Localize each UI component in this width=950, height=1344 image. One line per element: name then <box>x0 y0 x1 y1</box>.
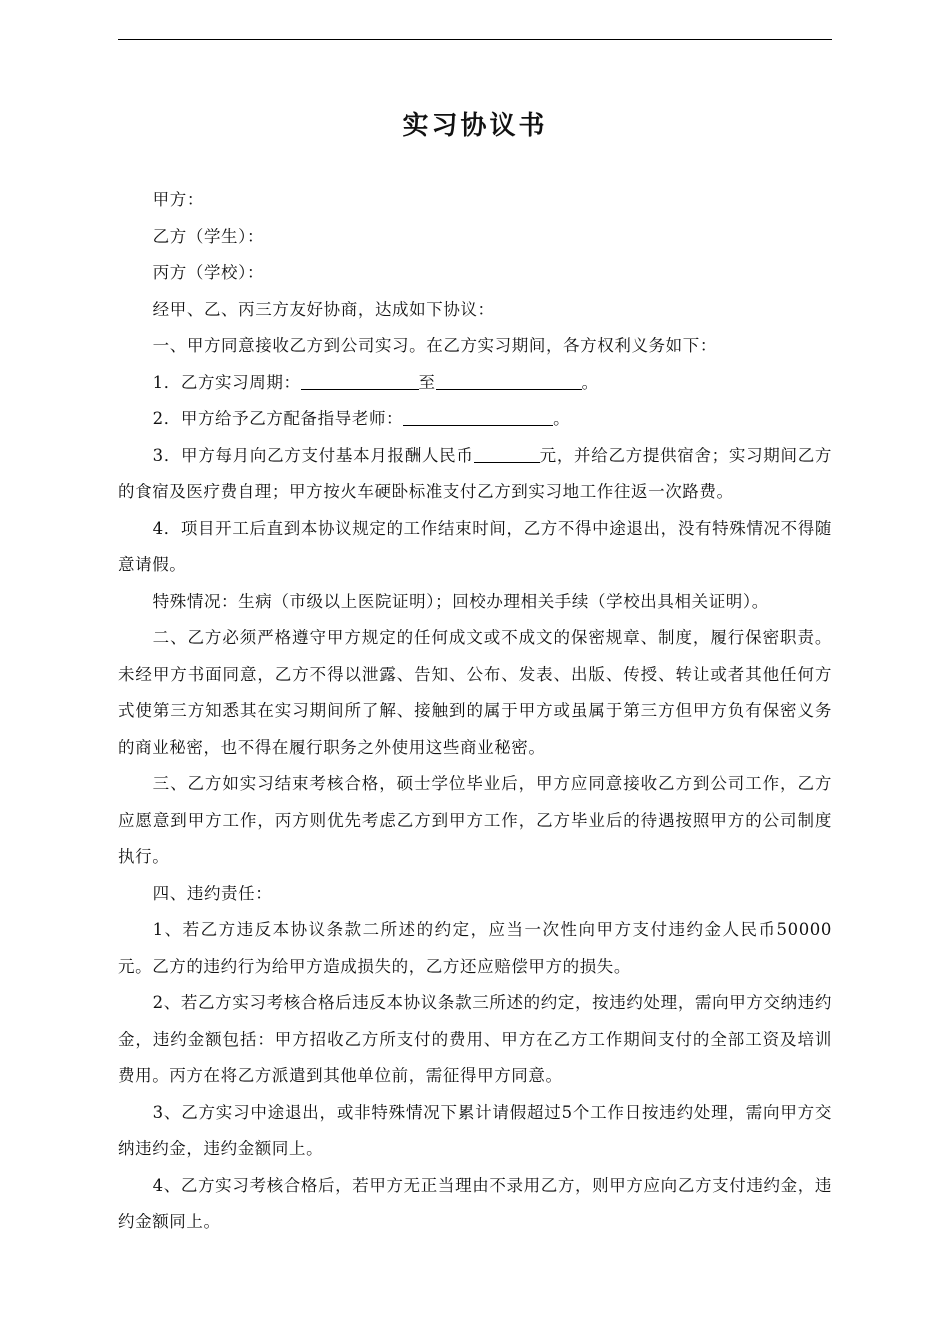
document-title: 实习协议书 <box>402 111 548 141</box>
item2-prefix: 2．甲方给予乙方配备指导老师： <box>152 409 404 428</box>
section1-item1 <box>118 365 832 402</box>
item1-mid: 至 <box>418 372 436 392</box>
section1-item4: 4．项目开工后直到本协议规定的工作结束时间，乙方不得中途退出，没有特殊情况不得随意请假。 <box>118 518 832 574</box>
section1-special: 特殊情况：生病（市级以上医院证明）；回校办理相关手续（学校出具相关证明）。 <box>152 591 769 611</box>
section4-clause2: 2、若乙方实习考核合格后违反本协议条款三所述的约定，按违约处理，需向甲方交纳违约金，违约金额包括：甲方招收乙方所支付的费用、甲方在乙方工作期间支付的全部工资及培训费用。丙方在将乙方派遣到其他单位前，需征得甲方同意。 <box>118 993 832 1085</box>
party-b-line: 乙方（学生）： <box>152 226 265 246</box>
party-a-line: 甲方： <box>152 190 204 209</box>
section3: 三、乙方如实习结束考核合格，硕士学位毕业后，甲方应同意接收乙方到公司工作，乙方应愿意到甲方工作，丙方则优先考虑乙方到甲方工作，乙方毕业后的待遇按照甲方的公司制度执行。 <box>118 774 832 866</box>
preamble: 经甲、乙、丙三方友好协商，达成如下协议： <box>152 299 495 319</box>
payment-blank <box>474 443 540 462</box>
section2: 二、乙方必须严格遵守甲方规定的任何成文或不成文的保密规章、制度，履行保密职责。未经甲方书面同意，乙方不得以泄露、告知、公布、发表、出版、传授、转让或者其他任何方式使第三方知悉其在实习期间所了解、接触到的属于甲方或虽属于第三方但甲方负有保密义务的商业秘密，也不得在履行职务之外使用这些商业秘密。 <box>118 628 832 757</box>
section4-clause4: 4、乙方实习考核合格后，若甲方无正当理由不录用乙方，则甲方应向乙方支付违约金，违约金额同上。 <box>118 1175 832 1231</box>
item1-suffix: 。 <box>581 372 599 392</box>
section1-heading: 一、甲方同意接收乙方到公司实习。在乙方实习期间，各方权利义务如下： <box>152 336 717 355</box>
section1-item3 <box>118 438 832 511</box>
section4-clause3: 3、乙方实习中途退出，或非特殊情况下累计请假超过5个工作日按违约处理，需向甲方交纳违约金，违约金额同上。 <box>118 1102 832 1158</box>
document-body <box>118 182 832 1241</box>
start-date-blank <box>301 370 419 389</box>
item2-suffix: 。 <box>553 409 571 428</box>
party-c-line: 丙方（学校）： <box>152 263 265 282</box>
mentor-blank <box>403 407 553 426</box>
header-rule <box>118 39 832 40</box>
item3-prefix: 3．甲方每月向乙方支付基本月报酬人民币 <box>152 445 474 465</box>
section4-clause1: 1、若乙方违反本协议条款二所述的约定，应当一次性向甲方支付违约金人民币50000元。乙方的违约行为给甲方造成损失的，乙方还应赔偿甲方的损失。 <box>118 920 832 976</box>
section4-heading: 四、违约责任： <box>152 883 273 903</box>
item3-suffix: 元，并给乙方提供宿舍；实习期间乙方的食宿及医疗费自理；甲方按火车硬卧标准支付乙方到实习地工作往返一次路费。 <box>118 445 833 501</box>
section1-item2 <box>118 401 832 438</box>
end-date-blank <box>436 370 582 389</box>
item1-prefix: 1．乙方实习周期： <box>152 372 301 392</box>
